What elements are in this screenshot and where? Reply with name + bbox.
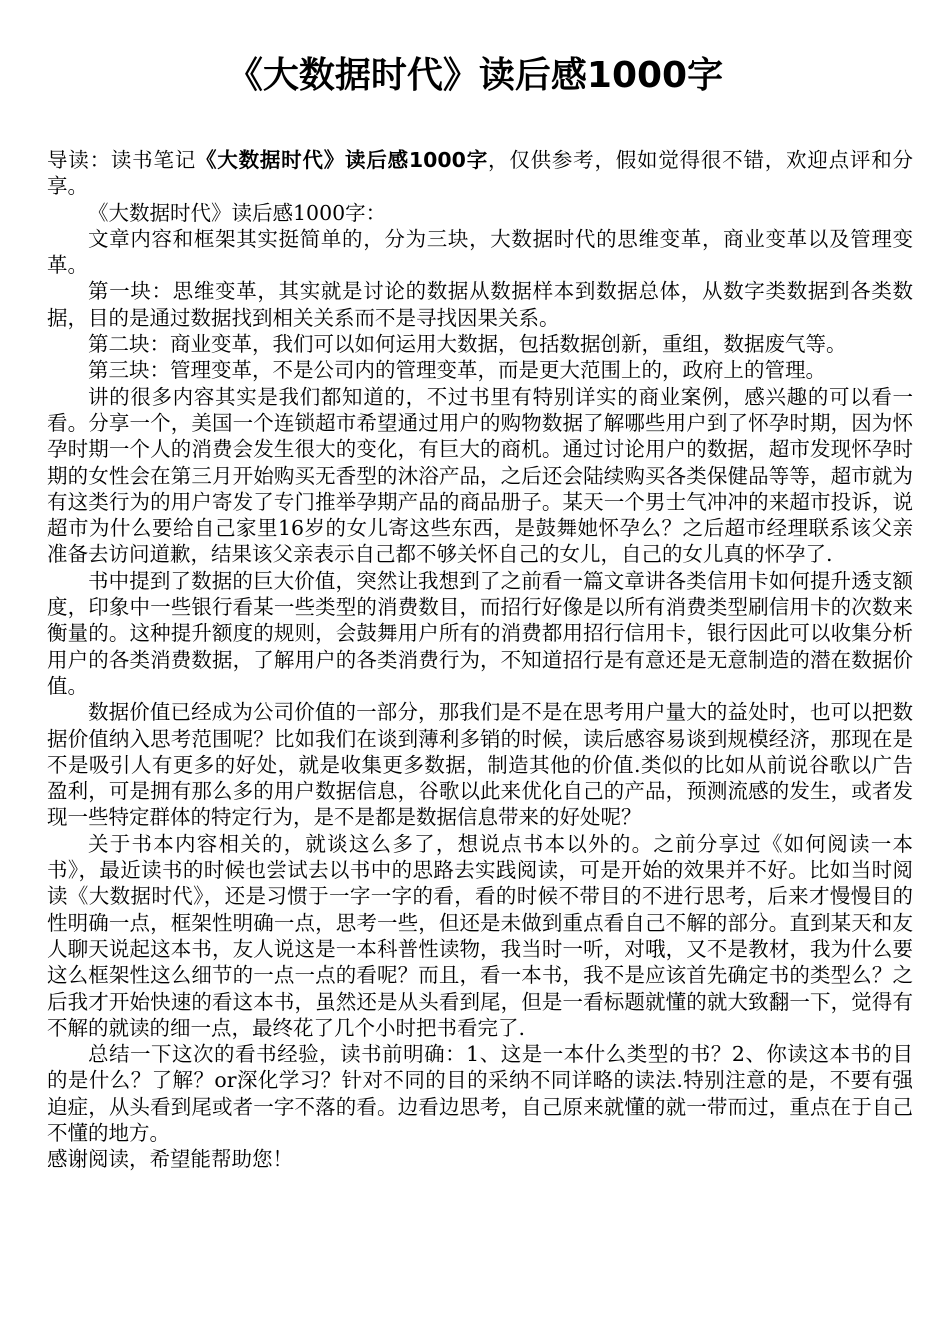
document-body xyxy=(47,147,913,1173)
credit-card-paragraph: 书中提到了数据的巨大价值，突然让我想到了之前看一篇文章讲各类信用卡如何提升透支额度，印象中一些银行看某一些类型的消费数目，而招行好像是以所有消费类型刷信用卡的次数来衡量的。这种提升额度的规则，会鼓舞用户所有的消费都用招行信用卡，银行因此可以收集分析用户的各类消费数据，了解用户的各类消费行为，不知道招行是有意还是无意制造的潜在数据价值。 xyxy=(47,568,913,698)
closing-line: 感谢阅读，希望能帮助您！ xyxy=(47,1147,293,1172)
reading-method-paragraph: 关于书本内容相关的，就谈这么多了，想说点书本以外的。之前分享过《如何阅读一本书》，最近读书的时候也尝试去以书中的思路去实践阅读，可是开始的效果并不好。比如当时阅读《大数据时代》，还是习惯于一字一字的看，看的时候不带目的不进行思考，后来才慢慢目的性明确一点，框架性明确一点，思考一些，但还是未做到重点看自己不解的部分。直到某天和友人聊天说起这本书，友人说这是一本科普性读物，我当时一听，对哦，又不是教材，我为什么要这么框架性这么细节的一点一点的看呢？而且，看一本书，我不是应该首先确定书的类型么？之后我才开始快速的看这本书，虽然还是从头看到尾，但是一看标题就懂的就大致翻一下，觉得有不解的就读的细一点，最终花了几个小时把书看完了. xyxy=(47,831,913,1040)
part-three-paragraph: 第三块：管理变革，不是公司内的管理变革，而是更大范围上的，政府上的管理。 xyxy=(88,358,826,383)
overview-paragraph: 文章内容和框架其实挺简单的，分为三块，大数据时代的思维变革，商业变革以及管理变革。 xyxy=(47,226,913,278)
data-value-paragraph: 数据价值已经成为公司价值的一部分，那我们是不是在思考用户量大的益处时，也可以把数据价值纳入思考范围呢？比如我们在谈到薄利多销的时候，读后感容易谈到规模经济，那现在是不是吸引人有更多的好处，就是收集更多数据，制造其他的价值.类似的比如从前说谷歌以广告盈利，可是拥有那么多的用户数据信息，谷歌以此来优化自己的产品，预测流感的发生，或者发现一些特定群体的特定行为，是不是都是数据信息带来的好处呢？ xyxy=(47,700,913,830)
part-one-paragraph: 第一块：思维变革，其实就是讨论的数据从数据样本到数据总体，从数字类数据到各类数据，目的是通过数据找到相关关系而不是寻找因果关系。 xyxy=(47,279,913,330)
intro-suffix: ，仅供参考，假如觉得很不错，欢迎点评和分享。 xyxy=(47,148,913,199)
summary-paragraph: 总结一下这次的看书经验，读书前明确：1、这是一本什么类型的书？2、你读这本书的目的是什么？了解？or深化学习？针对不同的目的采纳不同详略的读法.特别注意的是，不要有强迫症，从头看到尾或者一字不落的看。边看边思考，自己原来就懂的就一带而过，重点在于自己不懂的地方。 xyxy=(47,1042,913,1145)
document-title: 《大数据时代》读后感1000字 xyxy=(226,55,724,96)
intro-prefix: 导读：读书笔记 xyxy=(47,148,197,172)
case-study-paragraph: 讲的很多内容其实是我们都知道的，不过书里有特别详实的商业案例，感兴趣的可以看一看。分享一个，美国一个连锁超市希望通过用户的购物数据了解哪些用户到了怀孕时期，因为怀孕时期一个人的消费会发生很大的变化，有巨大的商机。通过讨论用户的数据，超市发现怀孕时期的女性会在第三月开始购买无香型的沐浴产品，之后还会陆续购买各类保健品等等，超市就为有这类行为的用户寄发了专门推举孕期产品的商品册子。某天一个男士气冲冲的来超市投诉，说超市为什么要给自己家里16岁的女儿寄这些东西，是鼓舞她怀孕么？之后超市经理联系该父亲准备去访问道歉，结果该父亲表示自己都不够关怀自己的女儿，自己的女儿真的怀孕了. xyxy=(47,384,913,567)
heading-paragraph: 《大数据时代》读后感1000字： xyxy=(88,200,387,225)
part-two-paragraph: 第二块：商业变革，我们可以如何运用大数据，包括数据创新，重组，数据废气等。 xyxy=(88,332,847,357)
intro-paragraph xyxy=(47,147,913,200)
intro-emphasis: 《大数据时代》读后感1000字 xyxy=(196,148,489,172)
